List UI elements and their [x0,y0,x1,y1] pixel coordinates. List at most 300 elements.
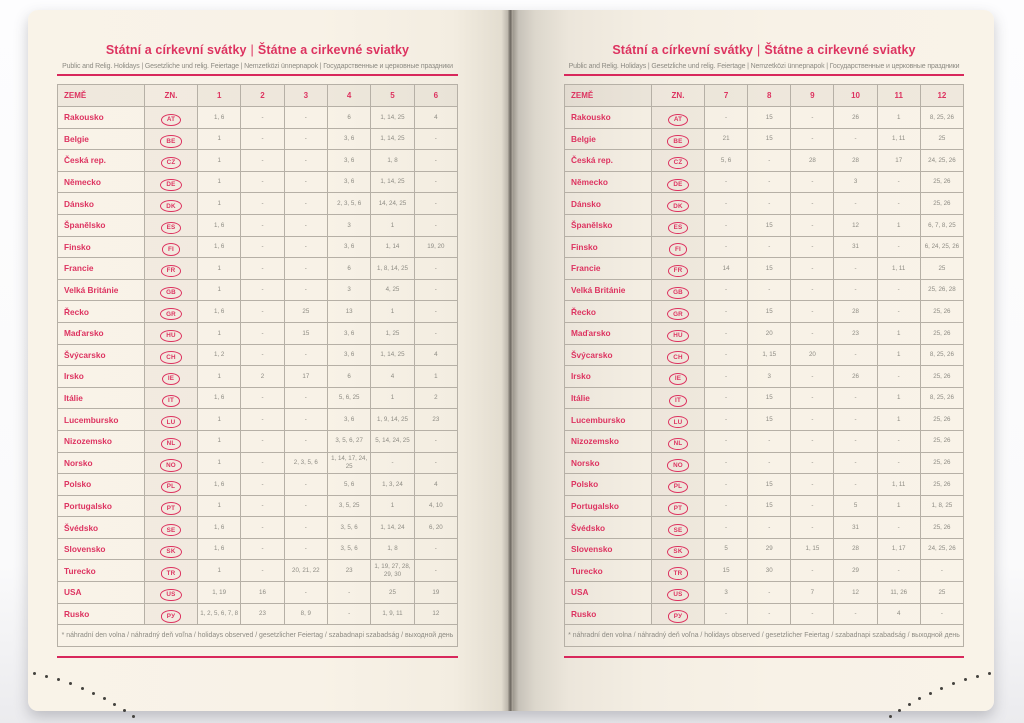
holiday-days-cell: 1 [877,409,920,431]
stitch-dot [898,709,901,712]
country-name-cell: Nizozemsko [565,430,652,452]
holiday-days-cell: - [284,193,327,215]
holiday-days-cell: - [705,387,748,409]
holiday-days-cell: - [791,452,834,474]
holiday-days-cell: 1, 25 [371,322,414,344]
country-name-cell: Irsko [58,366,145,388]
holiday-days-cell: 1, 14, 25 [371,128,414,150]
country-code-badge: PL [161,481,181,493]
holiday-days-cell: - [877,430,920,452]
country-name-cell: Francie [565,258,652,280]
table-row [58,366,458,388]
holiday-days-cell: 1 [198,258,241,280]
holiday-days-cell: - [834,474,877,496]
holiday-days-cell: - [241,150,284,172]
holiday-days-cell: - [705,452,748,474]
holiday-days-cell: - [414,214,457,236]
holiday-days-cell: 1, 6 [198,214,241,236]
subtitle-rule [564,74,964,76]
country-name-cell: Švédsko [565,517,652,539]
holiday-days-cell: - [414,150,457,172]
holiday-days-cell: 24, 25, 26 [920,538,963,560]
country-name-cell: Španělsko [58,214,145,236]
holiday-days-cell: - [284,495,327,517]
country-name-cell: Itálie [565,387,652,409]
holiday-days-cell: - [791,495,834,517]
country-code-cell [145,430,198,452]
holiday-days-cell: - [791,387,834,409]
holiday-days-cell: 1, 19 [198,582,241,604]
holiday-days-cell: 15 [748,214,791,236]
holiday-days-cell: - [834,603,877,625]
holiday-days-cell: 3 [748,366,791,388]
holiday-days-cell: 24, 25, 26 [920,150,963,172]
country-code-badge: DK [667,200,689,212]
table-row [58,171,458,193]
holiday-days-cell: 5 [705,538,748,560]
country-name-cell: Finsko [565,236,652,258]
holiday-days-cell: - [241,517,284,539]
holiday-days-cell: - [241,474,284,496]
holiday-days-cell: 3, 5, 25 [327,495,370,517]
country-name-cell: Švédsko [58,517,145,539]
holiday-days-cell: 12 [414,603,457,625]
holiday-days-cell: 1, 14 [371,236,414,258]
country-column-header: ZEMĚ [565,85,652,107]
country-name-cell: Dánsko [58,193,145,215]
holiday-days-cell: 1 [877,214,920,236]
holiday-days-cell: 3, 6 [327,128,370,150]
holiday-days-cell: 1, 2 [198,344,241,366]
holiday-days-cell: 1, 14, 25 [371,171,414,193]
country-code-cell [145,107,198,129]
stitch-dot [976,675,979,678]
country-code-cell [652,236,705,258]
holiday-days-cell: 1, 6 [198,301,241,323]
holiday-days-cell: - [791,214,834,236]
table-row [58,258,458,280]
holiday-days-cell: - [284,474,327,496]
stitch-dot [132,715,135,718]
holiday-days-cell: - [241,344,284,366]
code-column-header: ZN. [145,85,198,107]
country-code-badge: ES [668,222,689,234]
holiday-days-cell: - [791,517,834,539]
bottom-rule [564,656,964,658]
holiday-days-cell: 8, 25, 26 [920,107,963,129]
holiday-days-cell: - [414,452,457,474]
holiday-days-cell: - [327,582,370,604]
holiday-days-cell: 25, 26 [920,301,963,323]
stitch-dot [33,672,36,675]
country-code-cell [145,538,198,560]
holiday-days-cell: 4 [414,474,457,496]
holiday-days-cell: 1 [198,150,241,172]
table-row [565,258,964,280]
holiday-days-cell: 26 [834,107,877,129]
country-name-cell: Lucembursko [58,409,145,431]
country-name-cell: Finsko [58,236,145,258]
country-code-badge: TR [668,567,689,579]
country-code-badge: NL [161,438,182,450]
holiday-days-cell: - [834,387,877,409]
holiday-days-cell: 1 [371,301,414,323]
holiday-days-cell: - [705,603,748,625]
holiday-days-cell: - [748,236,791,258]
country-code-badge: IT [669,395,687,407]
country-code-badge: DE [160,179,181,191]
country-code-cell [145,474,198,496]
open-diary-book [28,10,994,711]
holiday-days-cell: - [284,279,327,301]
holiday-days-cell: - [241,301,284,323]
holiday-days-cell: 25, 26 [920,474,963,496]
holiday-days-cell: - [834,258,877,280]
country-code-badge: LU [668,416,689,428]
table-row [58,452,458,474]
holiday-days-cell: 23 [241,603,284,625]
holiday-days-cell: 1 [198,322,241,344]
holiday-days-cell: 13 [327,301,370,323]
holiday-days-cell: - [705,517,748,539]
country-code-cell [145,171,198,193]
holiday-days-cell: - [705,474,748,496]
country-name-cell: Slovensko [58,538,145,560]
holiday-days-cell: - [284,128,327,150]
holiday-days-cell: 11, 26 [877,582,920,604]
holiday-days-cell: 4 [877,603,920,625]
holiday-days-cell: - [284,538,327,560]
country-code-cell [145,322,198,344]
holiday-days-cell: 1 [198,128,241,150]
country-code-cell [145,279,198,301]
country-code-badge: CZ [668,157,689,169]
country-name-cell: Polsko [565,474,652,496]
country-code-cell [652,538,705,560]
holiday-days-cell: - [414,128,457,150]
left-page [28,10,511,711]
page-title [564,43,964,57]
holiday-days-cell: 1, 6 [198,107,241,129]
country-code-cell [145,193,198,215]
holiday-days-cell: 28 [834,538,877,560]
holiday-days-cell: - [241,107,284,129]
holiday-days-cell: - [705,430,748,452]
table-row [58,322,458,344]
holiday-days-cell: - [877,279,920,301]
country-name-cell: Španělsko [565,214,652,236]
holiday-days-cell: - [414,193,457,215]
holiday-days-cell: - [791,560,834,582]
holiday-days-cell: 4, 25 [371,279,414,301]
table-row [565,366,964,388]
country-name-cell: Česká rep. [58,150,145,172]
holiday-days-cell: 5 [834,495,877,517]
holiday-days-cell: 1, 8 [371,538,414,560]
month-column-header: 9 [791,85,834,107]
country-name-cell: Portugalsko [565,495,652,517]
country-code-cell [652,560,705,582]
country-code-cell [145,128,198,150]
holiday-days-cell: - [705,107,748,129]
holiday-days-cell: 8, 25, 26 [920,344,963,366]
holiday-days-cell: 5, 6 [705,150,748,172]
holiday-days-cell: 1 [371,214,414,236]
page-subtitle: Public and Relig. Holidays | Gesetzliche und relig. Feiertage | Nemzetközi ünnepnapok | Государственные и церковные праздники [568,63,960,70]
holiday-days-cell: - [284,214,327,236]
holidays-table-months-7-12 [564,84,964,625]
holiday-days-cell: 1, 6 [198,236,241,258]
country-code-badge: AT [161,114,181,126]
country-code-badge: HU [160,330,182,342]
month-column-header: 4 [327,85,370,107]
holiday-days-cell: 15 [748,495,791,517]
holiday-days-cell: 15 [748,301,791,323]
country-code-badge: NO [667,459,689,471]
country-code-cell [145,301,198,323]
holiday-days-cell: - [705,301,748,323]
holiday-days-cell: 6, 20 [414,517,457,539]
holiday-days-cell: 1, 6 [198,538,241,560]
holiday-days-cell: 26 [834,366,877,388]
holiday-days-cell: - [414,171,457,193]
holiday-days-cell: 16 [241,582,284,604]
holiday-days-cell: - [284,344,327,366]
country-code-cell [145,603,198,625]
holiday-days-cell: - [705,322,748,344]
holiday-days-cell: - [241,171,284,193]
country-code-cell [145,452,198,474]
country-code-badge: HU [667,330,689,342]
country-code-badge: ES [161,222,182,234]
table-row [565,171,964,193]
holiday-days-cell: 23 [327,560,370,582]
holiday-days-cell: - [241,322,284,344]
holiday-days-cell: - [877,236,920,258]
holiday-days-cell: - [241,560,284,582]
holiday-days-cell: - [241,236,284,258]
holiday-days-cell: 3, 6 [327,236,370,258]
country-code-badge: GB [160,287,182,299]
title-czech: Státní a církevní svátky [105,43,247,57]
holiday-days-cell: - [284,430,327,452]
stitch-dot [918,697,921,700]
month-column-header: 3 [284,85,327,107]
country-code-cell [145,150,198,172]
holiday-days-cell: 25 [920,128,963,150]
country-code-badge: BE [160,135,181,147]
holiday-days-cell: - [705,171,748,193]
holiday-days-cell: - [414,430,457,452]
country-code-badge: AT [668,114,688,126]
right-page [511,10,994,711]
holiday-days-cell: 25 [920,258,963,280]
holiday-days-cell: - [748,517,791,539]
table-row [58,430,458,452]
holiday-days-cell: 25 [920,582,963,604]
holiday-days-cell: 28 [834,150,877,172]
table-row [58,560,458,582]
table-row [565,236,964,258]
holiday-days-cell: - [284,236,327,258]
holiday-days-cell: - [327,603,370,625]
country-column-header: ZEMĚ [58,85,145,107]
holiday-days-cell: 25 [284,301,327,323]
country-name-cell: Belgie [58,128,145,150]
stitch-dot [81,687,84,690]
holiday-days-cell: - [748,150,791,172]
holiday-days-cell: 20 [791,344,834,366]
country-code-badge: PL [668,481,688,493]
country-code-cell [652,214,705,236]
stitch-dot [123,709,126,712]
holiday-days-cell: 1 [877,387,920,409]
holiday-days-cell: 3 [327,214,370,236]
table-row [58,387,458,409]
holiday-days-cell: 3, 6 [327,322,370,344]
holiday-days-cell: 15 [748,474,791,496]
holiday-days-cell: - [748,603,791,625]
country-code-badge: TR [161,567,182,579]
table-row [58,538,458,560]
country-code-cell [652,301,705,323]
country-code-cell [652,366,705,388]
table-row [58,344,458,366]
table-row [565,409,964,431]
country-code-badge: CZ [161,157,182,169]
country-name-cell: Rusko [58,603,145,625]
stitch-dot [908,703,911,706]
month-column-header: 5 [371,85,414,107]
holiday-days-cell: - [705,409,748,431]
holiday-days-cell: 15 [748,409,791,431]
holiday-days-cell: 2 [414,387,457,409]
holidays-table-months-1-6 [57,84,458,625]
holiday-days-cell: 23 [834,322,877,344]
holiday-days-cell: 1, 6 [198,387,241,409]
holiday-days-cell: 1, 6 [198,517,241,539]
holiday-days-cell: 6 [327,366,370,388]
holiday-days-cell: 28 [791,150,834,172]
holiday-days-cell: - [284,387,327,409]
country-code-badge: GB [667,287,689,299]
holiday-days-cell: - [241,193,284,215]
holiday-days-cell: - [791,171,834,193]
country-name-cell: USA [58,582,145,604]
table-row [565,150,964,172]
holiday-days-cell: - [748,430,791,452]
country-name-cell: Dánsko [565,193,652,215]
holiday-days-cell: - [877,366,920,388]
holiday-days-cell: - [791,603,834,625]
country-code-cell [652,603,705,625]
country-name-cell: Německo [565,171,652,193]
holiday-days-cell: 15 [284,322,327,344]
holiday-days-cell: 3, 6 [327,409,370,431]
holiday-days-cell: - [705,193,748,215]
holiday-days-cell: 28 [834,301,877,323]
holiday-days-cell: 5, 14, 24, 25 [371,430,414,452]
country-name-cell: Švýcarsko [58,344,145,366]
holiday-days-cell: - [284,171,327,193]
holiday-days-cell: 14, 24, 25 [371,193,414,215]
holiday-days-cell: - [877,517,920,539]
holiday-days-cell: 29 [748,538,791,560]
holiday-days-cell: - [791,474,834,496]
holiday-days-cell: 15 [748,107,791,129]
country-code-badge: IE [669,373,687,385]
country-code-cell [652,430,705,452]
holiday-days-cell: 25, 26 [920,193,963,215]
holiday-days-cell: 5, 6, 25 [327,387,370,409]
holiday-days-cell: 15 [748,128,791,150]
holiday-days-cell: 4 [414,107,457,129]
holiday-days-cell: - [284,409,327,431]
subtitle-rule [57,74,458,76]
holiday-days-cell: 1 [198,452,241,474]
country-code-badge: CH [667,351,689,363]
holiday-days-cell: 1, 14, 17, 24, 25 [327,452,370,474]
holiday-days-cell: 1 [198,366,241,388]
month-column-header: 2 [241,85,284,107]
country-code-badge: FR [161,265,182,277]
country-code-badge: NO [160,459,182,471]
holiday-days-cell: - [241,409,284,431]
holiday-days-cell: 1 [877,495,920,517]
table-row [58,150,458,172]
holiday-days-cell: 1, 14, 24 [371,517,414,539]
holiday-days-cell: 1 [198,409,241,431]
footnote: * náhradní den volna / náhradný deň voľna / holidays observed / gesetzlicher Feiertag / szabadnapi szabadság / выходной день [564,625,964,647]
holiday-days-cell: 1, 19, 27, 28, 29, 30 [371,560,414,582]
table-row [565,582,964,604]
holiday-days-cell: 17 [877,150,920,172]
country-name-cell: Rusko [565,603,652,625]
holiday-days-cell: - [834,409,877,431]
holiday-days-cell: 25, 26 [920,322,963,344]
table-row [58,236,458,258]
holiday-days-cell: - [284,258,327,280]
table-row [565,538,964,560]
table-row [58,301,458,323]
holiday-days-cell: 25, 26, 28 [920,279,963,301]
holiday-days-cell: - [284,107,327,129]
holiday-days-cell: - [241,128,284,150]
table-row [565,279,964,301]
holiday-days-cell: 3, 5, 6 [327,538,370,560]
holiday-days-cell: 6, 24, 25, 26 [920,236,963,258]
country-code-cell [145,495,198,517]
holiday-days-cell: 25, 26 [920,171,963,193]
country-code-cell [145,560,198,582]
table-row [565,495,964,517]
table-row [565,107,964,129]
stitch-dot [103,697,106,700]
holiday-days-cell: 3, 5, 6 [327,517,370,539]
holiday-days-cell: 1, 11 [877,474,920,496]
holiday-days-cell: - [791,409,834,431]
footnote: * náhradní den volna / náhradný deň voľna / holidays observed / gesetzlicher Feiertag / szabadnapi szabadság / выходной день [57,625,458,647]
holiday-days-cell: 1, 9, 11 [371,603,414,625]
country-name-cell: Slovensko [565,538,652,560]
holiday-days-cell: 1, 6 [198,474,241,496]
holiday-days-cell: - [791,430,834,452]
country-name-cell: Rakousko [565,107,652,129]
country-code-cell [652,409,705,431]
holiday-days-cell: 1 [877,107,920,129]
table-row [565,344,964,366]
country-name-cell: Irsko [565,366,652,388]
